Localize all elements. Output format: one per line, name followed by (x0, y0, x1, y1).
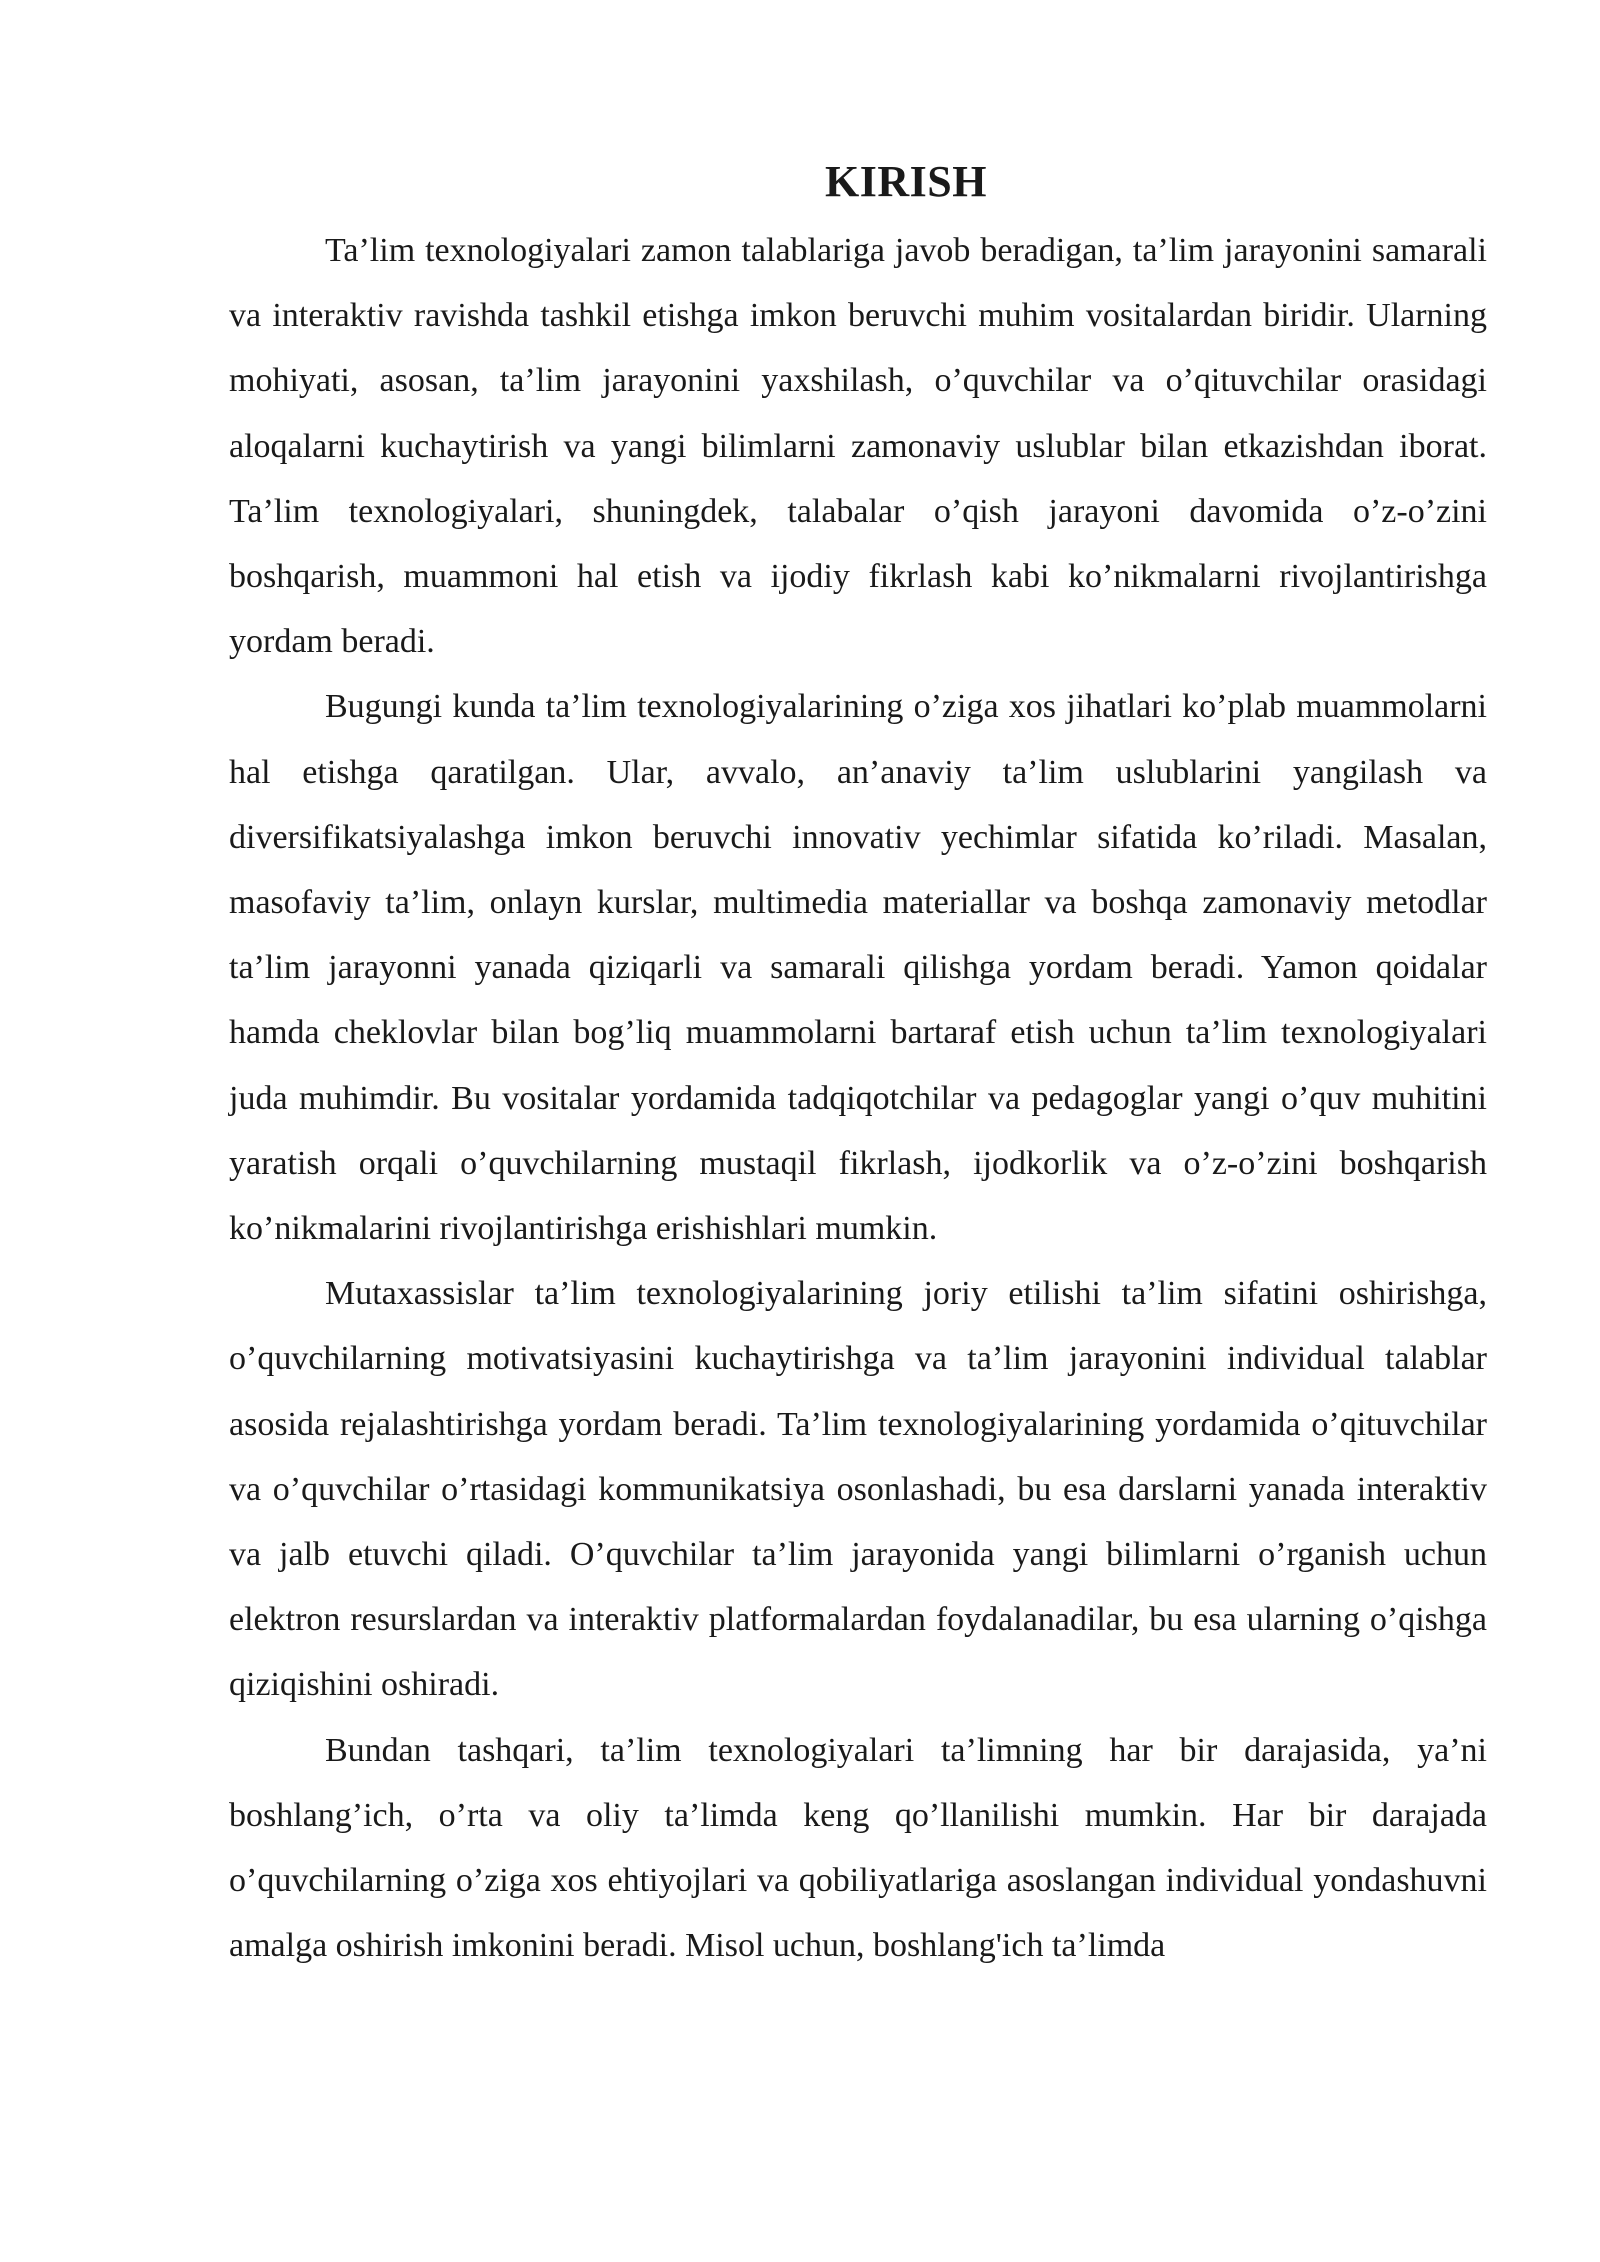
document-title: KIRISH (825, 157, 987, 206)
paragraph-3: Mutaxassislar ta’lim texnologiyalarining joriy etilishi ta’lim sifatini oshirishga, o’quvchilarning motivatsiyasini kuchaytirishga va ta’lim jarayonini individual talablar asosida rejalashtirishga yordam beradi. Ta’lim texnologiyalarining yordamida o’qituvchilar va o’quvchilar o’rtasidagi kommunikatsiya osonlashadi, bu esa darslarni yanada interaktiv va jalb etuvchi qiladi. O’quvchilar ta’lim jarayonida yangi bilimlarni o’rganish uchun elektron resurslardan va interaktiv platformalardan foydalanadilar, bu esa ularning o’qishga qiziqishini oshiradi. (229, 1275, 1487, 1704)
document-body (229, 150, 1487, 1978)
paragraph-4: Bundan tashqari, ta’lim texnologiyalari ta’limning har bir darajasida, ya’ni boshlang’ich, o’rta va oliy ta’limda keng qo’llanilishi mumkin. Har bir darajada o’quvchilarning o’ziga xos ehtiyojlari va qobiliyatlariga asoslangan individual yondashuvni amalga oshirish imkonini beradi. Misol uchun, boshlang'ich ta’limda (229, 1731, 1487, 1965)
paragraph-2: Bugungi kunda ta’lim texnologiyalarining o’ziga xos jihatlari ko’plab muammolarni hal etishga qaratilgan. Ular, avvalo, an’anaviy ta’lim uslublarini yangilash va diversifikatsiyalashga imkon beruvchi innovativ yechimlar sifatida ko’riladi. Masalan, masofaviy ta’lim, onlayn kurslar, multimedia materiallar va boshqa zamonaviy metodlar ta’lim jarayonni yanada qiziqarli va samarali qilishga yordam beradi. Yamon qoidalar hamda cheklovlar bilan bog’liq muammolarni bartaraf etish uchun ta’lim texnologiyalari juda muhimdir. Bu vositalar yordamida tadqiqotchilar va pedagoglar yangi o’quv muhitini yaratish orqali o’quvchilarning mustaqil fikrlash, ijodkorlik va o’z-o’zini boshqarish ko’nikmalarini rivojlantirishga erishishlari mumkin. (229, 688, 1487, 1248)
paragraph-1: Ta’lim texnologiyalari zamon talablariga javob beradigan, ta’lim jarayonini samarali va interaktiv ravishda tashkil etishga imkon beruvchi muhim vositalardan biridir. Ularning mohiyati, asosan, ta’lim jarayonini yaxshilash, o’quvchilar va o’qituvchilar orasidagi aloqalarni kuchaytirish va yangi bilimlarni zamonaviy uslublar bilan etkazishdan iborat. Ta’lim texnologiyalari, shuningdek, talabalar o’qish jarayoni davomida o’z-o’zini boshqarish, muammoni hal etish va ijodiy fikrlash kabi ko’nikmalarni rivojlantirishga yordam beradi. (229, 232, 1487, 661)
